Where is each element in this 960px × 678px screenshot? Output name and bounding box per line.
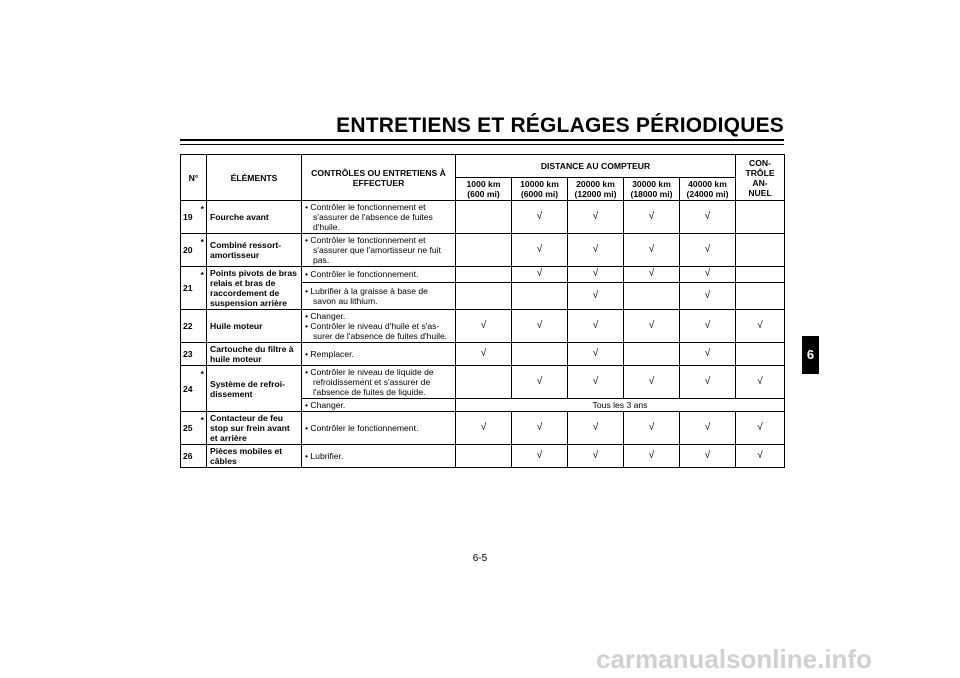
page-number: 6-5: [472, 553, 488, 564]
empty-cell: [736, 267, 785, 283]
row-star-marker: *: [199, 234, 207, 267]
row-star-marker: *: [199, 201, 207, 234]
check-mark: √: [568, 310, 624, 343]
row-element-name: Pièces mobiles et câbles: [207, 445, 302, 468]
empty-cell: [624, 282, 680, 309]
empty-cell: [624, 343, 680, 366]
title-rule-thick: [180, 139, 784, 141]
header-actions: CONTRÔLES OU ENTRETIENS À EFFECTUER: [302, 155, 456, 201]
row-star-marker: [199, 343, 207, 366]
action-list: [305, 311, 452, 341]
table-row: [181, 201, 785, 234]
action-list: [305, 235, 452, 265]
title-rule-thin: [180, 144, 784, 145]
action-item: • Remplacer.: [305, 349, 452, 359]
table-row: [181, 310, 785, 343]
action-item: • Contrôler le fonctionnement.: [305, 423, 452, 433]
check-mark: √: [624, 445, 680, 468]
action-item: • Changer.: [305, 311, 452, 321]
action-item: • Lubrifier.: [305, 451, 452, 461]
check-mark: √: [624, 234, 680, 267]
row-element-name: Fourche avant: [207, 201, 302, 234]
check-mark: √: [512, 267, 568, 283]
watermark: carmanualsonline.info: [596, 644, 872, 674]
row-number: 19: [181, 201, 199, 234]
table-row: [181, 366, 785, 399]
check-mark: √: [512, 412, 568, 445]
check-mark: √: [624, 267, 680, 283]
row-actions: [302, 267, 456, 283]
row-actions: [302, 310, 456, 343]
action-list: [305, 423, 452, 433]
check-mark: √: [456, 412, 512, 445]
action-item: • Contrôler le niveau d'huile et s'as-surer de l'absence de fuites d'huile.: [305, 321, 452, 341]
action-list: [305, 349, 452, 359]
check-mark: √: [624, 366, 680, 399]
header-interval: 40000 km (24000 mi): [680, 178, 736, 201]
check-mark: √: [680, 267, 736, 283]
check-mark: √: [680, 234, 736, 267]
table-row: [181, 412, 785, 445]
check-mark: √: [568, 282, 624, 309]
table-row: [181, 343, 785, 366]
check-mark: √: [512, 445, 568, 468]
check-mark: √: [736, 412, 785, 445]
row-actions: [302, 412, 456, 445]
row-number: 23: [181, 343, 199, 366]
header-elements: ÉLÉMENTS: [207, 155, 302, 201]
interval-note: Tous les 3 ans: [456, 399, 785, 412]
check-mark: √: [680, 445, 736, 468]
check-mark: √: [512, 366, 568, 399]
row-number: 24: [181, 366, 199, 412]
action-list: [305, 451, 452, 461]
action-item: • Contrôler le fonctionnement.: [305, 269, 452, 279]
table-row: [181, 445, 785, 468]
check-mark: √: [568, 343, 624, 366]
row-element-name: Points pivots de bras relais et bras de raccordement de suspension arrière: [207, 267, 302, 310]
check-mark: √: [680, 366, 736, 399]
row-star-marker: *: [199, 267, 207, 310]
check-mark: √: [512, 234, 568, 267]
empty-cell: [512, 282, 568, 309]
header-interval: 1000 km (600 mi): [456, 178, 512, 201]
empty-cell: [736, 343, 785, 366]
check-mark: √: [568, 267, 624, 283]
check-mark: √: [568, 412, 624, 445]
row-actions: [302, 343, 456, 366]
row-star-marker: *: [199, 366, 207, 412]
action-list: [305, 286, 452, 306]
action-list: [305, 400, 452, 410]
check-mark: √: [736, 366, 785, 399]
row-number: 20: [181, 234, 199, 267]
check-mark: √: [568, 201, 624, 234]
row-number: 25: [181, 412, 199, 445]
header-no: N°: [181, 155, 207, 201]
header-distance: DISTANCE AU COMPTEUR: [456, 155, 736, 178]
row-number: 21: [181, 267, 199, 310]
row-number: 26: [181, 445, 199, 468]
action-item: • Contrôler le niveau de liquide de refroidissement et s'assurer de l'absence de fuites de liquide.: [305, 367, 452, 397]
check-mark: √: [624, 310, 680, 343]
empty-cell: [736, 282, 785, 309]
check-mark: √: [736, 445, 785, 468]
maintenance-table-body: [181, 201, 785, 468]
row-number: 22: [181, 310, 199, 343]
action-item: • Contrôler le fonctionnement et s'assurer que l'amortisseur ne fuit pas.: [305, 235, 452, 265]
check-mark: √: [512, 310, 568, 343]
check-mark: √: [456, 310, 512, 343]
row-actions: [302, 201, 456, 234]
empty-cell: [512, 343, 568, 366]
row-actions: [302, 282, 456, 309]
action-list: [305, 202, 452, 232]
check-mark: √: [680, 343, 736, 366]
action-item: • Changer.: [305, 400, 452, 410]
check-mark: √: [624, 412, 680, 445]
table-row: [181, 267, 785, 283]
header-interval: 20000 km (12000 mi): [568, 178, 624, 201]
action-item: • Contrôler le fonctionnement et s'assurer de l'absence de fuites d'huile.: [305, 202, 452, 232]
check-mark: √: [736, 310, 785, 343]
empty-cell: [456, 366, 512, 399]
table-row: [181, 234, 785, 267]
row-element-name: Cartouche du filtre à huile moteur: [207, 343, 302, 366]
row-star-marker: [199, 445, 207, 468]
check-mark: √: [512, 201, 568, 234]
check-mark: √: [680, 282, 736, 309]
row-actions: [302, 234, 456, 267]
check-mark: √: [568, 445, 624, 468]
action-list: [305, 367, 452, 397]
maintenance-table: [180, 154, 785, 468]
check-mark: √: [568, 366, 624, 399]
check-mark: √: [456, 343, 512, 366]
empty-cell: [456, 445, 512, 468]
page-title: ENTRETIENS ET RÉGLAGES PÉRIODIQUES: [336, 114, 784, 137]
action-list: [305, 269, 452, 279]
row-actions: [302, 445, 456, 468]
empty-cell: [456, 267, 512, 283]
row-actions: [302, 399, 456, 412]
check-mark: √: [680, 412, 736, 445]
action-item: • Lubrifier à la graisse à base de savon au lithium.: [305, 286, 452, 306]
header-interval: 30000 km (18000 mi): [624, 178, 680, 201]
header-interval: 10000 km (6000 mi): [512, 178, 568, 201]
row-element-name: Système de refroi-dissement: [207, 366, 302, 412]
row-star-marker: [199, 310, 207, 343]
header-annual: CON- TRÔLE AN- NUEL: [736, 155, 785, 201]
check-mark: √: [680, 201, 736, 234]
row-element-name: Combiné ressort-amortisseur: [207, 234, 302, 267]
row-actions: [302, 366, 456, 399]
row-star-marker: *: [199, 412, 207, 445]
check-mark: √: [624, 201, 680, 234]
empty-cell: [456, 282, 512, 309]
empty-cell: [456, 201, 512, 234]
empty-cell: [736, 201, 785, 234]
check-mark: √: [568, 234, 624, 267]
row-element-name: Huile moteur: [207, 310, 302, 343]
check-mark: √: [680, 310, 736, 343]
chapter-tab: 6: [802, 336, 819, 374]
empty-cell: [456, 234, 512, 267]
empty-cell: [736, 234, 785, 267]
row-element-name: Contacteur de feu stop sur frein avant et arrière: [207, 412, 302, 445]
